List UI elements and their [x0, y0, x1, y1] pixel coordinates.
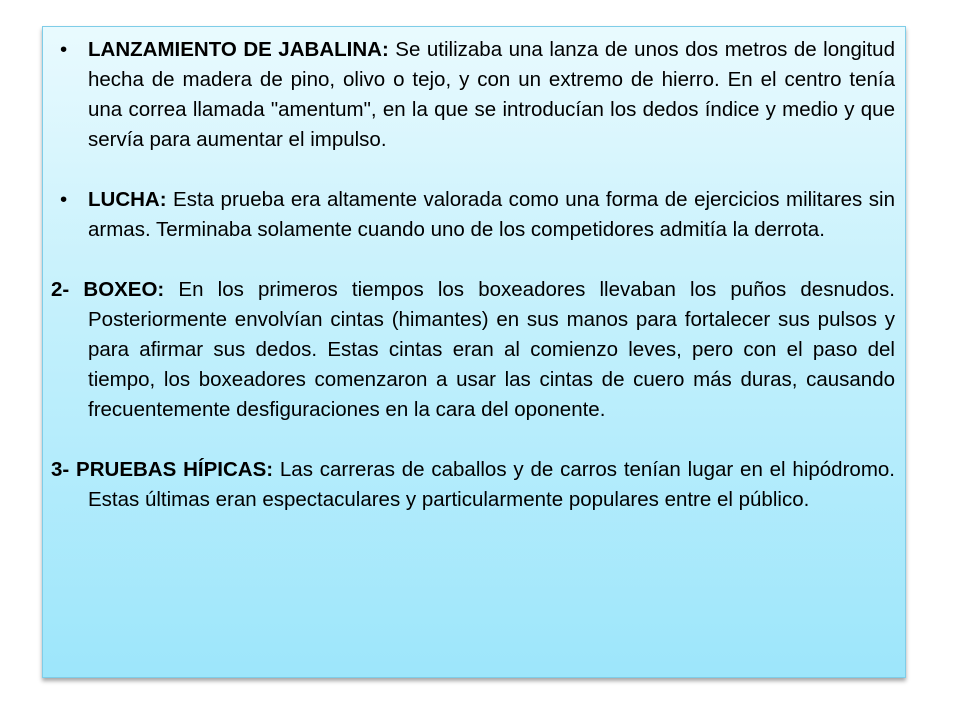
bullet-marker: • — [60, 188, 68, 211]
term-javelin: LANZAMIENTO DE JABALINA: — [88, 38, 389, 61]
term-boxing: 2- BOXEO: — [51, 278, 165, 301]
paragraph-javelin — [51, 35, 895, 155]
term-equestrian: 3- PRUEBAS HÍPICAS: — [51, 458, 274, 481]
bullet-marker: • — [60, 38, 68, 61]
description-boxing: En los primeros tiempos los boxeadores llevaban los puños desnudos. Posteriormente envolvían cintas (himantes) en sus manos para fortalecer sus pulsos y para afirmar sus dedos. Estas cintas eran al comienzo leves, pero con el paso del tiempo, los boxeadores comenzaron a usar las cintas de cuero más duras, causando frecuentemente desfiguraciones en la cara del oponente. — [88, 278, 896, 421]
content-text-box — [42, 26, 906, 678]
description-equestrian: Las carreras de caballos y de carros tenían lugar en el hipódromo. Estas últimas eran espectaculares y particularmente populares entre el público. — [88, 458, 895, 511]
description-javelin: Se utilizaba una lanza de unos dos metros de longitud hecha de madera de pino, olivo o tejo, y con un extremo de hierro. En el centro tenía una correa llamada "amentum", en la que se introducían los dedos índice y medio y que servía para aumentar el impulso. — [88, 38, 895, 151]
paragraph-equestrian — [51, 455, 895, 515]
description-wrestling: Esta prueba era altamente valorada como una forma de ejercicios militares sin armas. Terminaba solamente cuando uno de los competidores admitía la derrota. — [88, 188, 895, 241]
paragraph-boxing — [51, 275, 895, 425]
term-wrestling: LUCHA: — [88, 188, 167, 211]
paragraph-wrestling — [51, 185, 895, 245]
